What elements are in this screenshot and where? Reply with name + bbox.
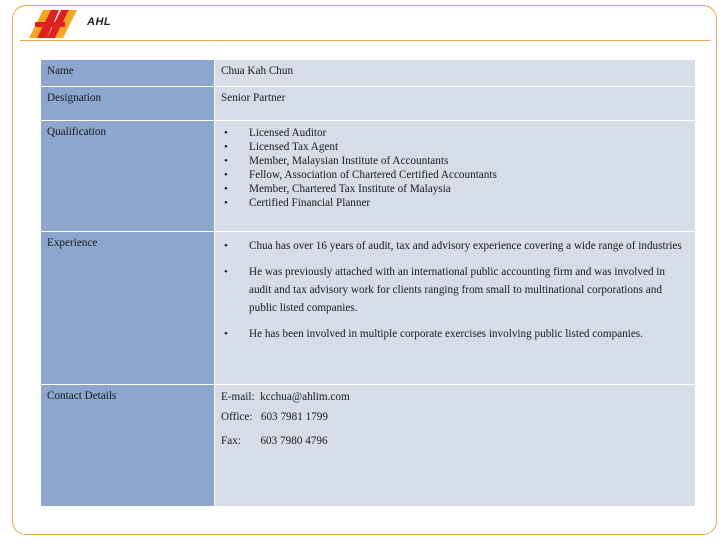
label-contact: Contact Details: [41, 385, 215, 507]
row-experience: [41, 232, 696, 385]
value-contact: [215, 385, 696, 507]
contact-email: E-mail: kcchua@ahlim.com: [221, 391, 350, 403]
contact-office: Office: 603 7981 1799: [221, 411, 328, 423]
list-item: • Fellow, Association of Chartered Certified Accountants: [221, 168, 689, 182]
row-designation: [41, 87, 696, 121]
row-name: [41, 60, 696, 87]
list-item: • Licensed Tax Agent: [221, 140, 689, 154]
header-divider: [20, 40, 710, 41]
label-designation: Designation: [41, 87, 215, 121]
list-item: • He has been involved in multiple corporate exercises involving public listed companies.: [221, 325, 689, 343]
row-contact: [41, 385, 696, 507]
label-experience: Experience: [41, 232, 215, 385]
value-qualification: [215, 121, 696, 232]
value-experience: [215, 232, 696, 385]
label-qualification: Qualification: [41, 121, 215, 232]
row-qualification: [41, 121, 696, 232]
value-name: Chua Kah Chun: [215, 60, 696, 87]
list-item: • He was previously attached with an international public accounting firm and was involved in audit and tax advisory work for clients ranging from small to multinational corporations and public listed companies.: [221, 263, 689, 317]
experience-list: [221, 237, 689, 343]
list-item: • Member, Chartered Tax Institute of Malaysia: [221, 182, 689, 196]
logo-text: AHL: [87, 16, 112, 28]
company-logo: [25, 6, 112, 40]
qualification-list: [221, 126, 689, 210]
value-designation: Senior Partner: [215, 87, 696, 121]
profile-table: [40, 59, 696, 507]
contact-fax: Fax: 603 7980 4796: [221, 435, 328, 447]
list-item: • Licensed Auditor: [221, 126, 689, 140]
label-name: Name: [41, 60, 215, 87]
list-item: • Chua has over 16 years of audit, tax and advisory experience covering a wide range of industries: [221, 237, 689, 255]
list-item: • Certified Financial Planner: [221, 196, 689, 210]
list-item: • Member, Malaysian Institute of Accountants: [221, 154, 689, 168]
